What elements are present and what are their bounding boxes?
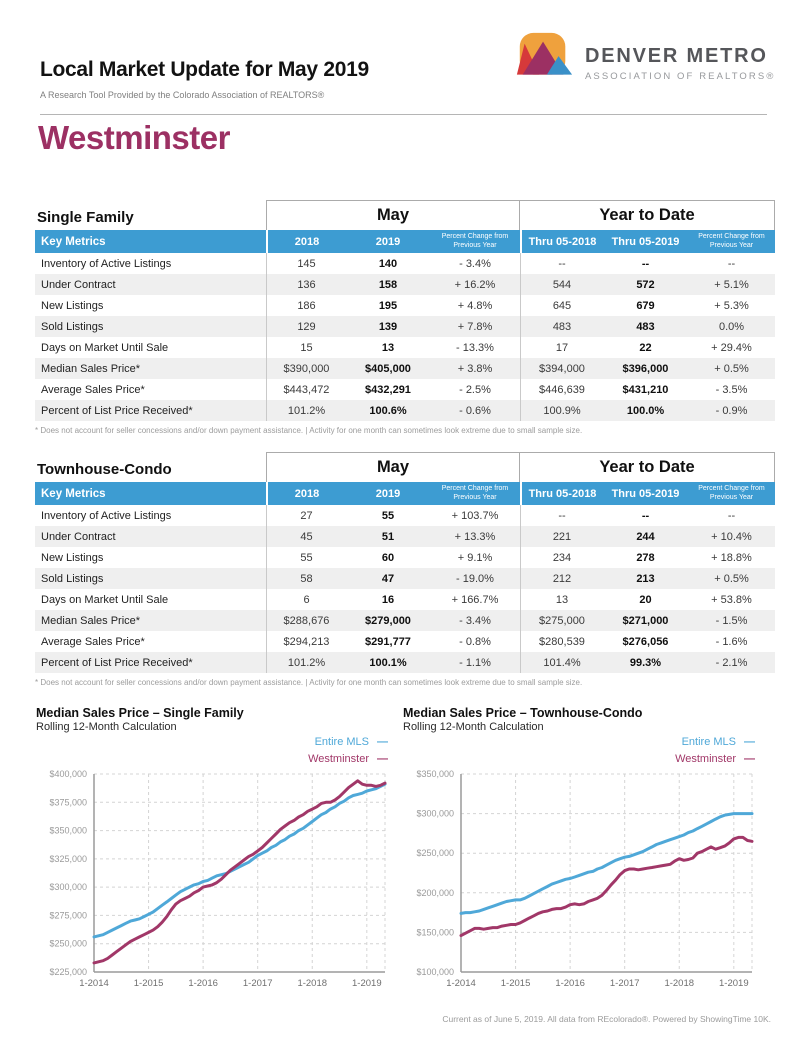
- line-chart-single-family: [36, 766, 392, 1002]
- value-ytd-2018: $446,639: [520, 379, 603, 400]
- svg-text:$350,000: $350,000: [416, 769, 454, 779]
- value-ytd-2018: --: [520, 253, 603, 274]
- metric-label: Percent of List Price Received*: [41, 656, 193, 669]
- value-may-pct-change: - 3.4%: [459, 614, 491, 627]
- svg-text:1-2018: 1-2018: [664, 978, 695, 989]
- value-ytd-2018: 544: [520, 274, 603, 295]
- svg-text:$150,000: $150,000: [416, 927, 454, 938]
- value-ytd-pct-change: 0.0%: [718, 320, 745, 333]
- value-ytd-2018: 101.4%: [520, 652, 603, 673]
- svg-text:$250,000: $250,000: [49, 938, 87, 949]
- document-title: Local Market Update for May 2019: [40, 58, 369, 81]
- legend-line-sample: —: [377, 736, 388, 748]
- svg-text:$100,000: $100,000: [416, 967, 454, 977]
- value-may-pct-change: + 13.3%: [454, 530, 496, 543]
- chart-title: Median Sales Price – Single Family: [36, 706, 244, 720]
- value-ytd-pct-change: --: [727, 509, 736, 522]
- svg-text:1-2015: 1-2015: [500, 978, 531, 989]
- svg-text:1-2019: 1-2019: [719, 978, 749, 989]
- table-footnote: * Does not account for seller concessions and/or down payment assistance. | Activity for one month can sometimes look extreme due to small sample size.: [35, 678, 583, 687]
- value-ytd-2019: 572: [636, 278, 655, 291]
- chart-legend: [308, 734, 388, 768]
- metric-label: Average Sales Price*: [41, 635, 145, 648]
- metric-label: Under Contract: [41, 530, 116, 543]
- value-ytd-2019: $276,056: [622, 635, 669, 648]
- value-ytd-2019: 22: [639, 341, 652, 354]
- svg-text:$350,000: $350,000: [49, 825, 87, 836]
- col-header-thru-2018: Thru 05-2018: [520, 482, 603, 505]
- line-chart-townhouse-condo: [403, 766, 759, 1002]
- section-title: Townhouse-Condo: [37, 461, 172, 478]
- legend-line-sample: —: [377, 753, 388, 765]
- table-row: [35, 526, 775, 547]
- value-may-2019: $432,291: [365, 383, 411, 396]
- value-may-pct-change: - 1.1%: [459, 656, 491, 669]
- dmar-logo-text: [585, 45, 775, 82]
- value-ytd-2018: $280,539: [520, 631, 603, 652]
- value-ytd-pct-change: - 1.5%: [715, 614, 748, 627]
- legend-line-sample: —: [744, 736, 755, 748]
- legend-line-sample: —: [744, 753, 755, 765]
- table-row: [35, 547, 775, 568]
- table-row: [35, 316, 775, 337]
- value-ytd-2019: 99.3%: [629, 656, 662, 669]
- svg-text:$300,000: $300,000: [49, 882, 87, 893]
- legend-westminster: Westminster —: [308, 753, 388, 765]
- value-may-2018: 145: [266, 253, 346, 274]
- metric-label: New Listings: [41, 299, 104, 312]
- value-may-2019: 158: [378, 278, 398, 291]
- metric-label: Days on Market Until Sale: [41, 593, 169, 606]
- value-may-pct-change: - 0.8%: [459, 635, 491, 648]
- col-header-pct-change: Percent Change from Previous Year: [688, 230, 775, 253]
- value-ytd-pct-change: + 5.3%: [714, 299, 749, 312]
- table-row: [35, 295, 775, 316]
- svg-text:1-2016: 1-2016: [188, 978, 218, 989]
- chart-townhouse-condo: [403, 706, 759, 989]
- value-ytd-2018: 17: [520, 337, 603, 358]
- value-may-2019: 47: [381, 572, 395, 585]
- svg-text:$250,000: $250,000: [416, 848, 454, 859]
- value-may-2019: 139: [378, 320, 398, 333]
- svg-text:1-2015: 1-2015: [133, 978, 164, 989]
- col-header-pct-change: Percent Change from Previous Year: [430, 230, 520, 253]
- value-ytd-pct-change: --: [727, 257, 736, 270]
- value-may-2018: $288,676: [266, 610, 346, 631]
- table-row: [35, 274, 775, 295]
- value-may-2019: 100.6%: [369, 404, 407, 417]
- value-ytd-pct-change: + 53.8%: [711, 593, 752, 606]
- value-ytd-2018: 13: [520, 589, 603, 610]
- value-may-pct-change: - 3.4%: [459, 257, 491, 270]
- value-ytd-2019: 20: [639, 593, 652, 606]
- metric-label: Inventory of Active Listings: [41, 509, 172, 522]
- value-ytd-2018: $394,000: [520, 358, 603, 379]
- value-ytd-2018: 483: [520, 316, 603, 337]
- svg-text:1-2019: 1-2019: [352, 978, 382, 989]
- svg-text:1-2016: 1-2016: [555, 978, 585, 989]
- col-header-pct-change: Percent Change from Previous Year: [430, 482, 520, 505]
- value-may-2018: 45: [266, 526, 346, 547]
- table-row: [35, 253, 775, 274]
- value-ytd-2019: --: [641, 509, 650, 522]
- table-row: [35, 631, 775, 652]
- value-may-2019: 51: [381, 530, 395, 543]
- value-ytd-pct-change: + 0.5%: [714, 362, 749, 375]
- value-ytd-2019: $396,000: [622, 362, 669, 375]
- value-may-2019: 60: [381, 551, 395, 564]
- chart-single-family: [36, 706, 392, 989]
- value-ytd-2019: 278: [636, 551, 655, 564]
- chart-title: Median Sales Price – Townhouse-Condo: [403, 706, 643, 720]
- table-row: [35, 568, 775, 589]
- key-metrics-header: Key Metrics: [35, 482, 266, 505]
- svg-text:$325,000: $325,000: [49, 853, 87, 864]
- svg-text:1-2017: 1-2017: [242, 978, 273, 989]
- dmar-logo-icon: [513, 30, 575, 97]
- col-header-2019: 2019: [346, 482, 430, 505]
- value-may-pct-change: + 103.7%: [451, 509, 499, 522]
- chart-subtitle: Rolling 12-Month Calculation: [403, 721, 544, 733]
- table-row: [35, 589, 775, 610]
- table-header-row: [35, 230, 775, 253]
- svg-text:1-2018: 1-2018: [297, 978, 328, 989]
- value-ytd-2018: 212: [520, 568, 603, 589]
- value-ytd-2019: 679: [636, 299, 655, 312]
- metric-label: Average Sales Price*: [41, 383, 145, 396]
- legend-entire-mls: Entire MLS —: [681, 736, 755, 748]
- svg-text:$300,000: $300,000: [416, 808, 454, 819]
- value-may-pct-change: - 0.6%: [459, 404, 491, 417]
- value-may-2019: 195: [378, 299, 398, 312]
- value-ytd-2019: 100.0%: [626, 404, 665, 417]
- value-ytd-2018: 234: [520, 547, 603, 568]
- metric-label: Percent of List Price Received*: [41, 404, 193, 417]
- col-header-thru-2019: Thru 05-2019: [603, 230, 688, 253]
- table-row: [35, 652, 775, 673]
- value-may-2018: 101.2%: [266, 652, 346, 673]
- value-ytd-pct-change: + 18.8%: [711, 551, 752, 564]
- chart-legend: [675, 734, 755, 768]
- metric-label: Sold Listings: [41, 320, 104, 333]
- value-ytd-pct-change: + 29.4%: [711, 341, 752, 354]
- value-may-2019: $405,000: [365, 362, 411, 375]
- value-ytd-2019: $431,210: [622, 383, 669, 396]
- dmar-logo: [513, 30, 775, 97]
- value-ytd-2019: 244: [636, 530, 655, 543]
- col-header-2018: 2018: [266, 482, 346, 505]
- table-title-row: [35, 200, 775, 230]
- metric-label: Inventory of Active Listings: [41, 257, 172, 270]
- svg-text:$275,000: $275,000: [49, 910, 87, 921]
- value-ytd-2018: --: [520, 505, 603, 526]
- value-may-pct-change: + 16.2%: [454, 278, 496, 291]
- value-ytd-2018: 221: [520, 526, 603, 547]
- ytd-group-header: Year to Date: [520, 200, 775, 230]
- value-may-2018: 6: [266, 589, 346, 610]
- value-may-pct-change: - 13.3%: [456, 341, 494, 354]
- value-may-2019: $291,777: [365, 635, 411, 648]
- svg-text:$200,000: $200,000: [416, 887, 454, 898]
- value-may-2018: 58: [266, 568, 346, 589]
- value-may-2019: 140: [378, 257, 398, 270]
- svg-text:$225,000: $225,000: [49, 967, 87, 977]
- value-may-2018: 101.2%: [266, 400, 346, 421]
- value-may-pct-change: - 2.5%: [459, 383, 491, 396]
- table-header-row: [35, 482, 775, 505]
- value-may-2018: $443,472: [266, 379, 346, 400]
- value-may-2018: 129: [266, 316, 346, 337]
- value-may-pct-change: + 9.1%: [457, 551, 493, 564]
- value-may-2019: 13: [381, 341, 395, 354]
- value-may-pct-change: - 19.0%: [456, 572, 494, 585]
- value-ytd-pct-change: - 2.1%: [715, 656, 748, 669]
- col-header-thru-2019: Thru 05-2019: [603, 482, 688, 505]
- value-ytd-2019: 213: [636, 572, 655, 585]
- value-may-pct-change: + 166.7%: [451, 593, 499, 606]
- col-header-thru-2018: Thru 05-2018: [520, 230, 603, 253]
- header-divider: [40, 114, 767, 115]
- value-ytd-pct-change: + 5.1%: [714, 278, 749, 291]
- ytd-group-header: Year to Date: [520, 452, 775, 482]
- table-row: [35, 337, 775, 358]
- region-title: Westminster: [38, 119, 230, 156]
- metric-label: Median Sales Price*: [41, 614, 141, 627]
- metric-label: New Listings: [41, 551, 104, 564]
- table-row: [35, 379, 775, 400]
- svg-text:1-2014: 1-2014: [446, 978, 476, 989]
- table-row: [35, 505, 775, 526]
- single-family-table: [35, 200, 775, 435]
- col-header-2018: 2018: [266, 230, 346, 253]
- value-ytd-2018: 100.9%: [520, 400, 603, 421]
- value-ytd-2019: 483: [636, 320, 655, 333]
- legend-westminster: Westminster —: [675, 753, 755, 765]
- value-ytd-pct-change: + 0.5%: [714, 572, 749, 585]
- metric-label: Sold Listings: [41, 572, 104, 585]
- value-ytd-pct-change: - 3.5%: [715, 383, 748, 396]
- value-ytd-2019: --: [641, 257, 650, 270]
- value-may-2018: $294,213: [266, 631, 346, 652]
- value-may-2019: $279,000: [365, 614, 411, 627]
- svg-text:$375,000: $375,000: [49, 797, 87, 808]
- table-row: [35, 610, 775, 631]
- svg-text:1-2014: 1-2014: [79, 978, 109, 989]
- metric-label: Under Contract: [41, 278, 116, 291]
- table-footnote: * Does not account for seller concessions and/or down payment assistance. | Activity for one month can sometimes look extreme due to small sample size.: [35, 426, 583, 435]
- table-row: [35, 400, 775, 421]
- col-header-2019: 2019: [346, 230, 430, 253]
- svg-text:$400,000: $400,000: [49, 769, 87, 779]
- value-ytd-2018: 645: [520, 295, 603, 316]
- document-subtitle: A Research Tool Provided by the Colorado Association of REALTORS®: [40, 90, 325, 100]
- data-source-note: Current as of June 5, 2019. All data from REcolorado®. Powered by ShowingTime 10K.: [442, 1014, 771, 1024]
- value-may-2018: 136: [266, 274, 346, 295]
- value-may-2019: 16: [381, 593, 395, 606]
- metric-label: Median Sales Price*: [41, 362, 141, 375]
- value-may-2018: 27: [266, 505, 346, 526]
- svg-text:1-2017: 1-2017: [609, 978, 640, 989]
- legend-entire-mls: Entire MLS —: [314, 736, 388, 748]
- col-header-pct-change: Percent Change from Previous Year: [688, 482, 775, 505]
- metric-label: Days on Market Until Sale: [41, 341, 169, 354]
- value-may-pct-change: + 7.8%: [457, 320, 493, 333]
- key-metrics-header: Key Metrics: [35, 230, 266, 253]
- value-may-pct-change: + 4.8%: [457, 299, 493, 312]
- value-may-2019: 100.1%: [369, 656, 407, 669]
- table-row: [35, 358, 775, 379]
- value-may-pct-change: + 3.8%: [457, 362, 493, 375]
- value-ytd-2018: $275,000: [520, 610, 603, 631]
- value-may-2018: 186: [266, 295, 346, 316]
- table-title-row: [35, 452, 775, 482]
- value-ytd-2019: $271,000: [622, 614, 669, 627]
- value-ytd-pct-change: - 1.6%: [715, 635, 748, 648]
- may-group-header: May: [266, 452, 520, 482]
- value-may-2018: 15: [266, 337, 346, 358]
- townhouse-condo-table: [35, 452, 775, 687]
- value-may-2018: $390,000: [266, 358, 346, 379]
- logo-line1: DENVER METRO: [585, 45, 768, 67]
- chart-subtitle: Rolling 12-Month Calculation: [36, 721, 177, 733]
- value-ytd-pct-change: - 0.9%: [715, 404, 748, 417]
- section-title: Single Family: [37, 209, 134, 226]
- value-ytd-pct-change: + 10.4%: [711, 530, 752, 543]
- value-may-2018: 55: [266, 547, 346, 568]
- logo-line2: ASSOCIATION OF REALTORS®: [585, 71, 776, 82]
- value-may-2019: 55: [381, 509, 395, 522]
- may-group-header: May: [266, 200, 520, 230]
